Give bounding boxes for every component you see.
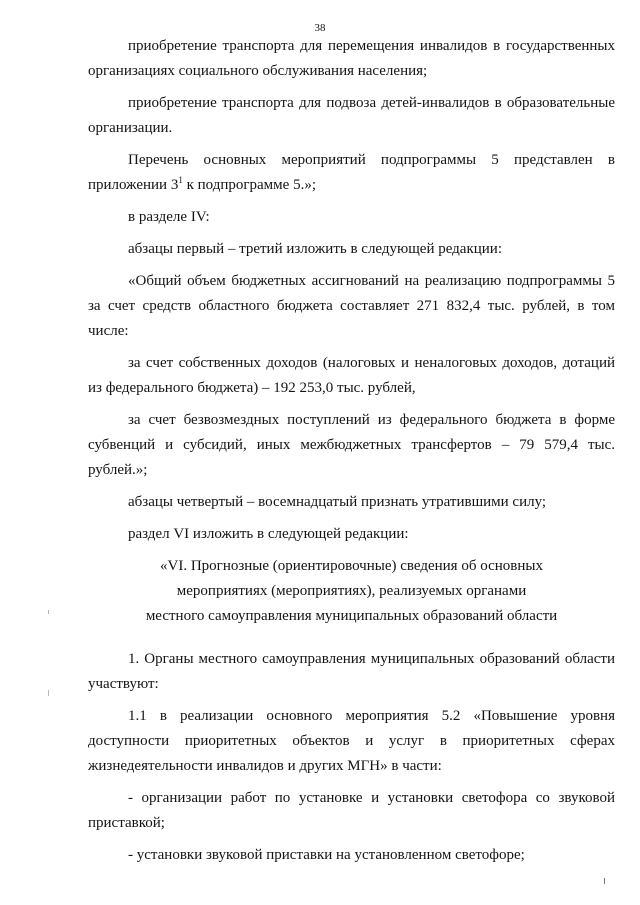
paragraph-appendix-reference: [88, 148, 615, 198]
section-heading-line: местного самоуправления муниципальных образований области: [145, 608, 558, 624]
paragraph: 1. Органы местного самоуправления муниципальных образований области участвуют:: [88, 651, 615, 692]
paragraph: приобретение транспорта для подвоза детей-инвалидов в образовательные организации.: [88, 95, 615, 136]
scan-margin-mark: [48, 690, 49, 696]
paragraph: за счет безвозмездных поступлений из федерального бюджета в форме субвенций и субсидий, иных межбюджетных трансфертов – 79 579,4 тыс. рублей.»;: [88, 412, 615, 478]
document-body: [88, 34, 615, 875]
paragraph: абзацы первый – третий изложить в следующей редакции:: [128, 241, 503, 257]
paragraph: - организации работ по установке и установки светофора со звуковой приставкой;: [88, 790, 615, 831]
section-heading-line: мероприятиях (мероприятиях), реализуемых органами: [176, 583, 527, 599]
superscript: 1: [178, 175, 183, 185]
paragraph-text-tail: к подпрограмме 5.»;: [182, 177, 316, 193]
paragraph-text: Перечень основных мероприятий подпрограммы 5 представлен в приложении 3: [88, 152, 615, 193]
section-heading-line: «VI. Прогнозные (ориентировочные) сведения об основных: [160, 558, 543, 574]
scan-margin-mark: [48, 610, 49, 614]
paragraph: приобретение транспорта для перемещения инвалидов в государственных организациях социального обслуживания населения;: [88, 38, 615, 79]
paragraph: в разделе IV:: [128, 209, 210, 225]
section-heading: [88, 554, 615, 629]
paragraph: за счет собственных доходов (налоговых и неналоговых доходов, дотаций из федерального бюджета) – 192 253,0 тыс. рублей,: [88, 355, 615, 396]
paragraph: 1.1 в реализации основного мероприятия 5.2 «Повышение уровня доступности приоритетных объектов и услуг в приоритетных сферах жизнедеятельности инвалидов и других МГН» в части:: [88, 708, 615, 774]
paragraph: «Общий объем бюджетных ассигнований на реализацию подпрограммы 5 за счет средств областного бюджета составляет 271 832,4 тыс. рублей, в том числе:: [88, 273, 615, 339]
scan-artifact: [604, 878, 605, 884]
paragraph: - установки звуковой приставки на установленном светофоре;: [128, 847, 525, 863]
paragraph: абзацы четвертый – восемнадцатый признать утратившими силу;: [128, 494, 547, 510]
page-number: 38: [314, 22, 326, 34]
paragraph: раздел VI изложить в следующей редакции:: [128, 526, 409, 542]
